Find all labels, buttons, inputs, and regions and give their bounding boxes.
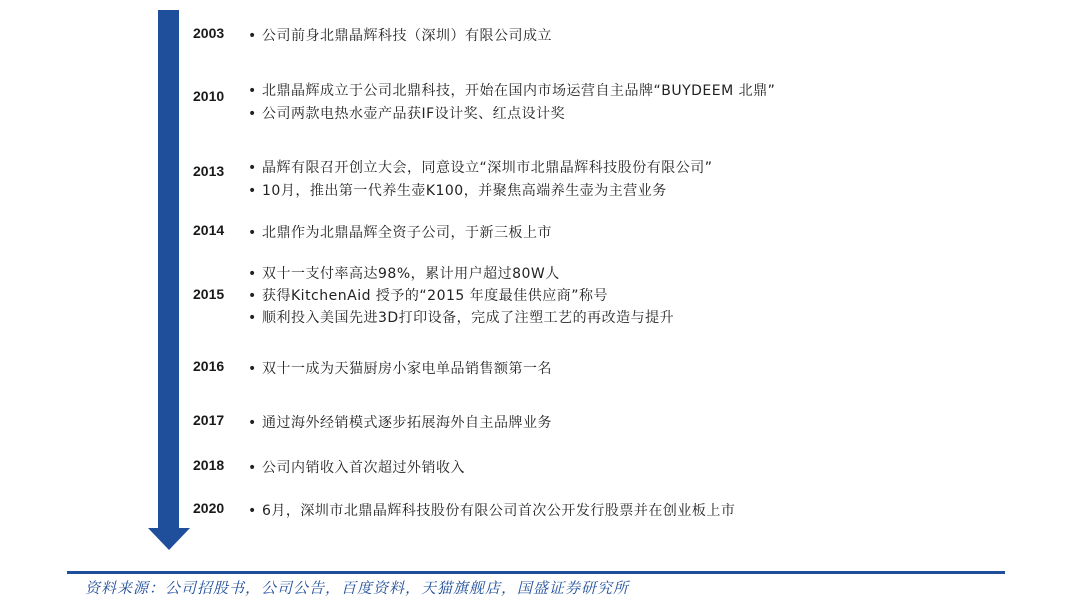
bullet: •: [248, 83, 257, 99]
year-label-2015: 2015: [193, 286, 225, 302]
year-label-2018: 2018: [193, 457, 225, 473]
bullet: •: [248, 288, 257, 304]
event-text: 双十一成为天猫厨房小家电单品销售额第一名: [262, 361, 552, 377]
bullet: •: [248, 415, 257, 431]
event-2017-1: [248, 412, 552, 432]
bullet: •: [248, 266, 257, 282]
event-text: 北鼎晶辉成立于公司北鼎科技，开始在国内市场运营自主品牌“BUYDEEM 北鼎”: [262, 83, 776, 99]
source-note: 资料来源：公司招股书，公司公告，百度资料，天猫旗舰店，国盛证券研究所: [85, 579, 630, 597]
event-2015-3: [248, 307, 674, 327]
bullet: •: [248, 225, 257, 241]
event-2020-1: [248, 500, 735, 520]
year-label-2010: 2010: [193, 88, 225, 104]
bullet: •: [248, 361, 257, 377]
year-label-2014: 2014: [193, 222, 225, 238]
bullet: •: [248, 160, 257, 176]
event-text: 公司内销收入首次超过外销收入: [262, 460, 465, 476]
year-label-2013: 2013: [193, 163, 225, 179]
event-text: 顺利投入美国先进3D打印设备，完成了注塑工艺的再改造与提升: [262, 310, 675, 326]
event-text: 公司两款电热水壶产品获IF设计奖、红点设计奖: [262, 106, 566, 122]
event-text: 晶辉有限召开创立大会，同意设立“深圳市北鼎晶辉科技股份有限公司”: [262, 160, 713, 176]
year-label-2020: 2020: [193, 500, 225, 516]
event-text: 10月，推出第一代养生壶K100，并聚焦高端养生壶为主营业务: [262, 183, 667, 199]
bullet: •: [248, 106, 257, 122]
event-text: 双十一支付率高达98%，累计用户超过80W人: [262, 266, 560, 282]
event-2010-2: [248, 103, 565, 123]
event-text: 公司前身北鼎晶辉科技（深圳）有限公司成立: [262, 28, 552, 44]
footer-divider: [67, 571, 1005, 574]
event-2014-1: [248, 222, 552, 242]
event-text: 获得KitchenAid 授予的“2015 年度最佳供应商”称号: [262, 288, 609, 304]
event-2013-2: [248, 180, 667, 200]
event-text: 通过海外经销模式逐步拓展海外自主品牌业务: [262, 415, 552, 431]
bullet: •: [248, 310, 257, 326]
event-2018-1: [248, 457, 465, 477]
event-text: 北鼎作为北鼎晶辉全资子公司，于新三板上市: [262, 225, 552, 241]
event-text: 6月，深圳市北鼎晶辉科技股份有限公司首次公开发行股票并在创业板上市: [262, 503, 736, 519]
event-2010-1: [248, 80, 775, 100]
bullet: •: [248, 183, 257, 199]
event-2015-1: [248, 263, 560, 283]
year-label-2016: 2016: [193, 358, 225, 374]
event-2013-1: [248, 157, 713, 177]
bullet: •: [248, 503, 257, 519]
year-label-2017: 2017: [193, 412, 225, 428]
timeline-arrow-head: [148, 528, 190, 550]
bullet: •: [248, 460, 257, 476]
timeline-arrow-shaft: [158, 10, 179, 530]
event-2003-1: [248, 25, 552, 45]
event-2016-1: [248, 358, 552, 378]
event-2015-2: [248, 285, 608, 305]
year-label-2003: 2003: [193, 25, 225, 41]
bullet: •: [248, 28, 257, 44]
